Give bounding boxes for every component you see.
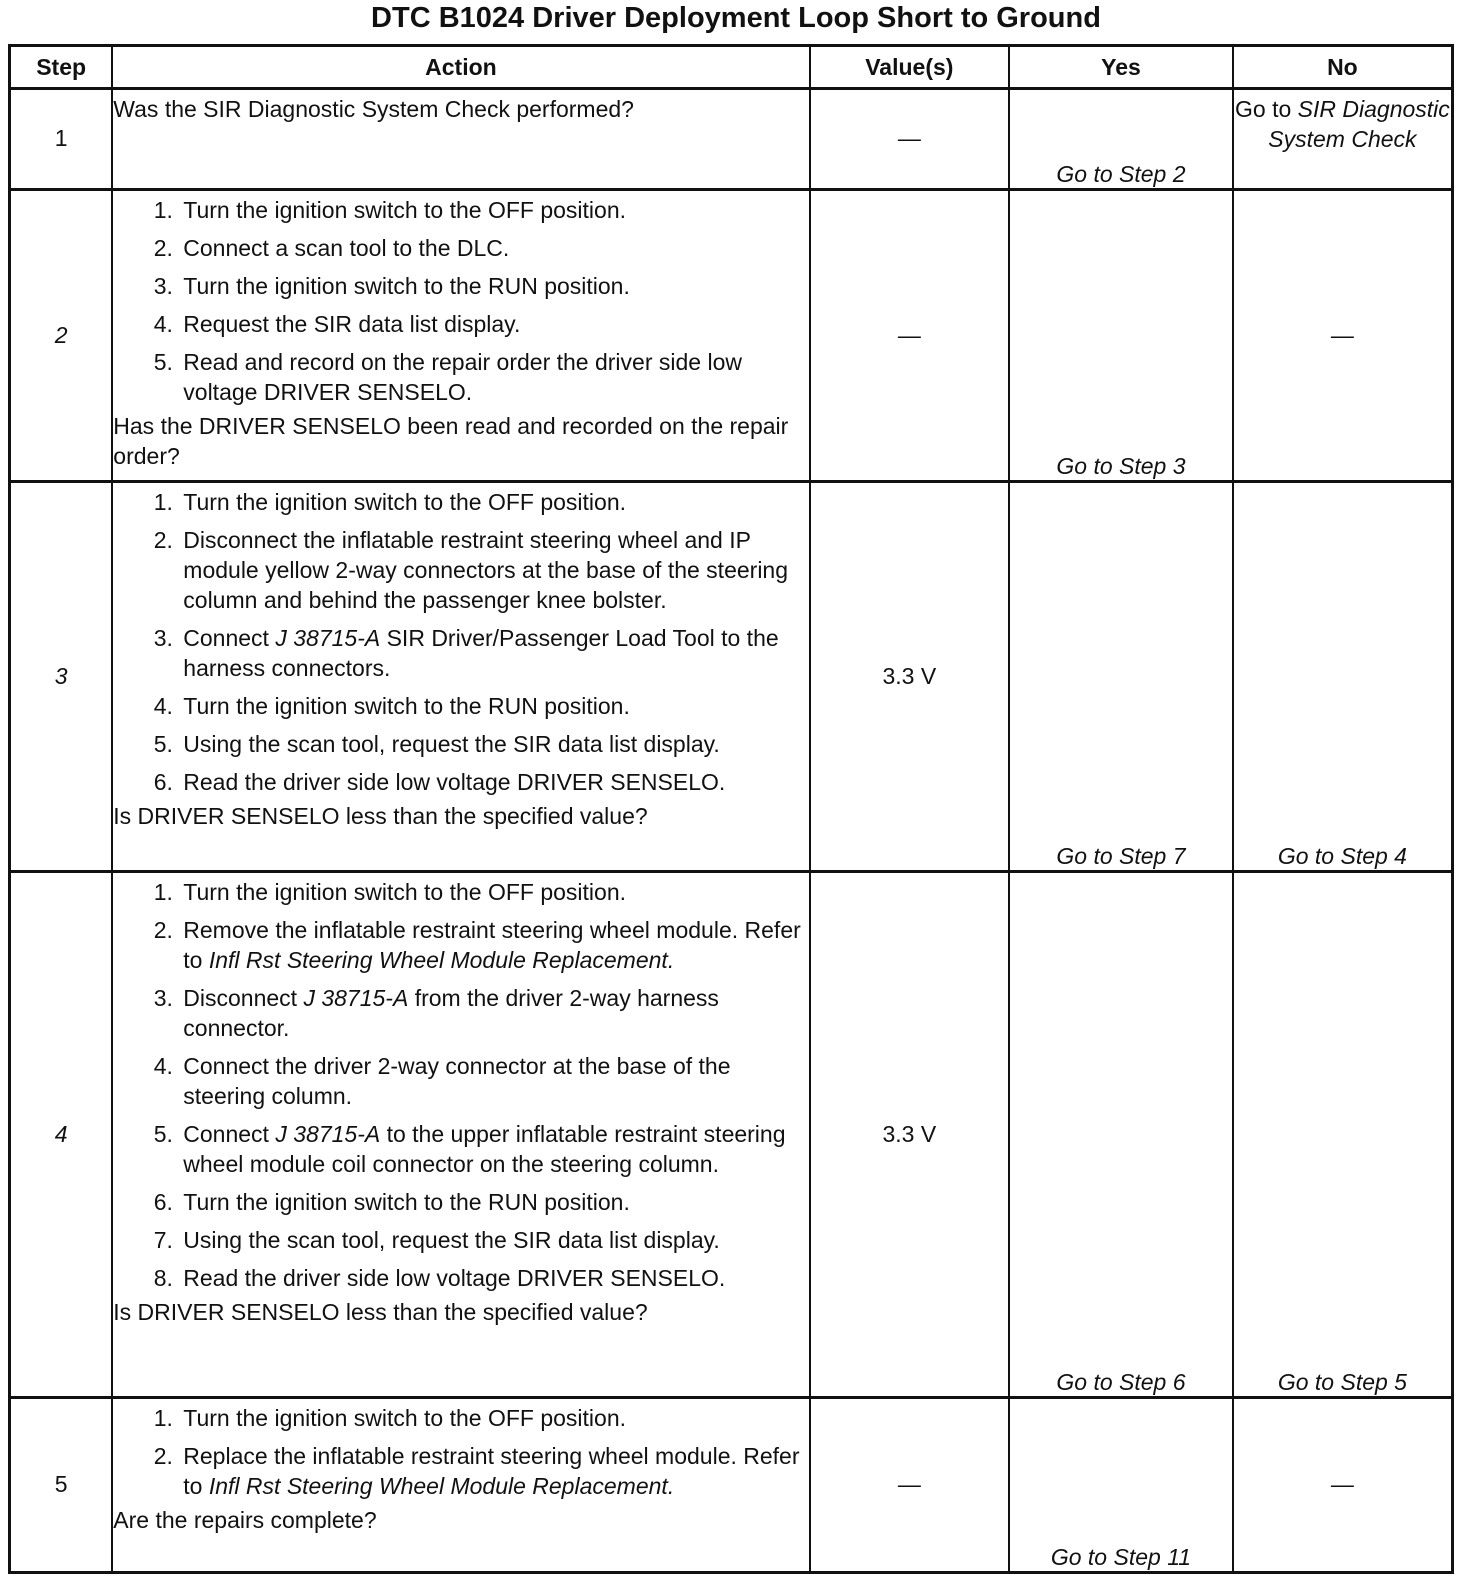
action-question: Are the repairs complete? bbox=[113, 1506, 377, 1533]
header-step: Step bbox=[10, 46, 113, 89]
action-item: 2. Connect a scan tool to the DLC. bbox=[179, 233, 808, 263]
table-row bbox=[10, 89, 1453, 190]
action-list bbox=[113, 487, 808, 797]
action-item: 7. Using the scan tool, request the SIR data list display. bbox=[179, 1225, 808, 1255]
table-row bbox=[10, 872, 1453, 1398]
action-item: 5. Using the scan tool, request the SIR data list display. bbox=[179, 729, 808, 759]
value-cell: — bbox=[810, 1397, 1010, 1572]
action-question: Is DRIVER SENSELO less than the specified value? bbox=[113, 802, 648, 829]
header-no: No bbox=[1233, 46, 1453, 89]
action-text: Replace the inflatable restraint steering wheel module. Refer to bbox=[183, 1442, 800, 1499]
action-item: 1. Turn the ignition switch to the OFF position. bbox=[179, 877, 808, 907]
action-text: to the upper inflatable restraint steering wheel module coil connector on the steering column. bbox=[183, 1121, 786, 1178]
procedure-reference: Infl Rst Steering Wheel Module Replacement bbox=[208, 947, 668, 974]
procedure-reference: Infl Rst Steering Wheel Module Replacement bbox=[208, 1472, 668, 1499]
action-item: 5. Read and record on the repair order the driver side low voltage DRIVER SENSELO. bbox=[179, 347, 808, 407]
step-number: 3 bbox=[10, 481, 113, 872]
action-item: 1. Turn the ignition switch to the OFF position. bbox=[179, 195, 808, 225]
action-item: 3. Turn the ignition switch to the RUN position. bbox=[179, 271, 808, 301]
action-item: 8. Read the driver side low voltage DRIVER SENSELO. bbox=[179, 1263, 808, 1293]
no-cell: — bbox=[1233, 189, 1453, 481]
no-cell bbox=[1233, 89, 1453, 190]
action-cell bbox=[112, 481, 809, 872]
action-item: 6. Read the driver side low voltage DRIVER SENSELO. bbox=[179, 767, 808, 797]
yes-cell: Go to Step 3 bbox=[1009, 189, 1233, 481]
action-cell bbox=[112, 189, 809, 481]
action-text: from the driver 2-way harness connector. bbox=[183, 985, 719, 1042]
yes-cell: Go to Step 6 bbox=[1009, 872, 1233, 1398]
action-list bbox=[113, 877, 808, 1293]
header-action: Action bbox=[112, 46, 809, 89]
no-cell: — bbox=[1233, 1397, 1453, 1572]
value-cell: — bbox=[810, 189, 1010, 481]
action-item: 1. Turn the ignition switch to the OFF position. bbox=[179, 487, 808, 517]
action-item: 4. Connect the driver 2-way connector at the base of the steering column. bbox=[179, 1051, 808, 1111]
action-item bbox=[179, 983, 808, 1043]
value-cell: 3.3 V bbox=[810, 481, 1010, 872]
action-item: 4. Turn the ignition switch to the RUN position. bbox=[179, 691, 808, 721]
action-item: 2. Disconnect the inflatable restraint steering wheel and IP module yellow 2-way connectors at the base of the steering column and behind the passenger knee bolster. bbox=[179, 525, 808, 615]
action-item: 4. Request the SIR data list display. bbox=[179, 309, 808, 339]
header-yes: Yes bbox=[1009, 46, 1233, 89]
action-list bbox=[113, 195, 808, 407]
action-text: . bbox=[667, 1472, 675, 1499]
step-number: 5 bbox=[10, 1397, 113, 1572]
action-question: Is DRIVER SENSELO less than the specified value? bbox=[113, 1299, 648, 1326]
step-number: 1 bbox=[10, 89, 113, 190]
value-cell: — bbox=[810, 89, 1010, 190]
step-number: 2 bbox=[10, 189, 113, 481]
action-list bbox=[113, 1403, 808, 1501]
tool-reference: J 38715-A bbox=[275, 624, 381, 651]
page-title: DTC B1024 Driver Deployment Loop Short to Ground bbox=[371, 2, 1101, 34]
step-number: 4 bbox=[10, 872, 113, 1398]
no-cell: Go to Step 4 bbox=[1233, 481, 1453, 872]
tool-reference: J 38715-A bbox=[303, 985, 409, 1012]
action-item bbox=[179, 915, 808, 975]
yes-cell: Go to Step 11 bbox=[1009, 1397, 1233, 1572]
no-prefix: Go to bbox=[1235, 96, 1292, 122]
value-cell: 3.3 V bbox=[810, 872, 1010, 1398]
action-text: Connect bbox=[183, 1121, 276, 1148]
action-item bbox=[179, 623, 808, 683]
header-values: Value(s) bbox=[810, 46, 1010, 89]
header-row bbox=[10, 46, 1453, 89]
table-row bbox=[10, 481, 1453, 872]
no-cell: Go to Step 5 bbox=[1233, 872, 1453, 1398]
action-cell bbox=[112, 89, 809, 190]
table-row bbox=[10, 1397, 1453, 1572]
action-cell bbox=[112, 872, 809, 1398]
yes-cell: Go to Step 2 bbox=[1009, 89, 1233, 190]
tool-reference: J 38715-A bbox=[275, 1121, 381, 1148]
action-item: 6. Turn the ignition switch to the RUN position. bbox=[179, 1187, 808, 1217]
action-text: Disconnect bbox=[183, 985, 304, 1012]
table-row bbox=[10, 189, 1453, 481]
yes-cell: Go to Step 7 bbox=[1009, 481, 1233, 872]
diagnostic-table bbox=[8, 44, 1454, 1574]
action-text: . bbox=[667, 947, 675, 974]
action-question: Was the SIR Diagnostic System Check performed? bbox=[113, 96, 634, 122]
no-link-text: SIR Diagnostic System Check bbox=[1268, 96, 1450, 152]
action-cell bbox=[112, 1397, 809, 1572]
action-question: Has the DRIVER SENSELO been read and recorded on the repair order? bbox=[113, 412, 789, 469]
action-text: Remove the inflatable restraint steering wheel module. Refer to bbox=[183, 917, 801, 974]
action-text: Connect bbox=[183, 624, 276, 651]
action-item bbox=[179, 1441, 808, 1501]
action-text: SIR Driver/Passenger Load Tool to the harness connectors. bbox=[183, 624, 779, 681]
action-item bbox=[179, 1119, 808, 1179]
action-item: 1. Turn the ignition switch to the OFF position. bbox=[179, 1403, 808, 1433]
